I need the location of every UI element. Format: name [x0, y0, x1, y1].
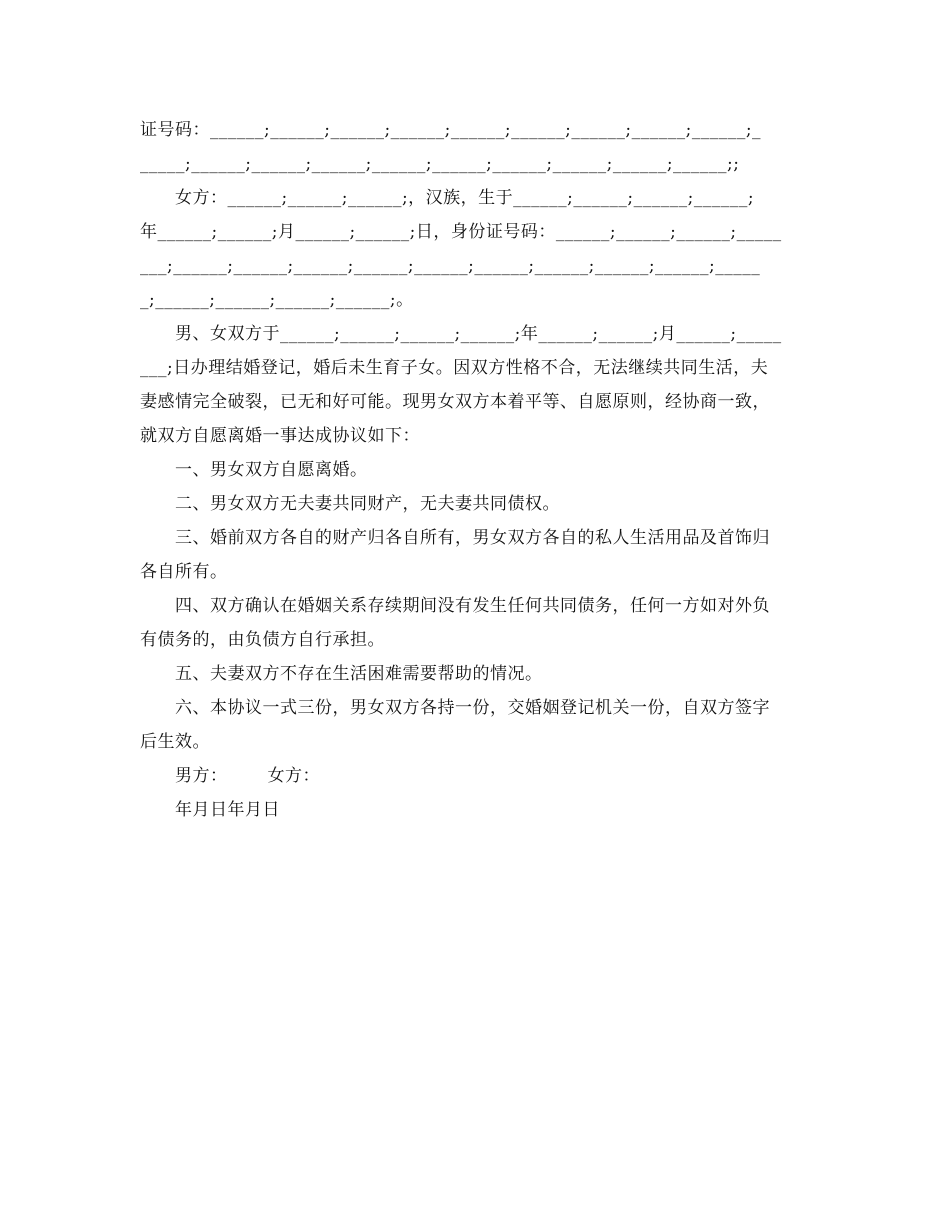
id-number-line: 证号码：______;______;______;______;______;______;______;______;______;_ — [140, 120, 762, 140]
marriage-statement-line: 男、女双方于______;______;______;______;年______;______;月______;_____ — [175, 324, 782, 344]
clause-3: 三、婚前双方各自的财产归各自所有，男女双方各自的私人生活用品及首饰归 — [175, 528, 770, 548]
female-party-line: ___;______;______;______;______;______;______;______;______;______;_____ — [140, 256, 761, 276]
clause-1: 一、男女双方自愿离婚。 — [175, 460, 368, 480]
clause-5: 五、夫妻双方不存在生活困难需要帮助的情况。 — [175, 664, 543, 684]
clause-6-continued: 后生效。 — [140, 732, 210, 752]
date-line: 年月日年月日 — [175, 800, 280, 820]
document-page — [140, 113, 812, 827]
clause-6: 六、本协议一式三份，男女双方各持一份，交婚姻登记机关一份，自双方签字 — [175, 698, 770, 718]
female-party-line: _;______;______;______;______;。 — [140, 290, 414, 310]
clause-4-continued: 有债务的，由负债方自行承担。 — [140, 630, 385, 650]
female-party-line: 年______;______;月______;______;日，身份证号码：______;______;______;_____ — [140, 222, 782, 242]
female-signature-label: 女方： — [267, 766, 320, 786]
marriage-statement-line: 就双方自愿离婚一事达成协议如下： — [140, 426, 420, 446]
female-party-line: 女方：______;______;______;，汉族，生于______;______;______;______; — [175, 188, 755, 208]
clause-3-continued: 各自所有。 — [140, 562, 228, 582]
signature-line — [140, 759, 812, 793]
marriage-statement-line: ___;日办理结婚登记，婚后未生育子女。因双方性格不合，无法继续共同生活，夫 — [140, 358, 769, 378]
clause-4: 四、双方确认在婚姻关系存续期间没有发生任何共同债务，任何一方如对外负 — [175, 596, 770, 616]
marriage-statement-line: 妻感情完全破裂，已无和好可能。现男女双方本着平等、自愿原则，经协商一致， — [140, 392, 770, 412]
id-number-line: _____;______;______;______;______;______;______;______;______;______;; — [140, 154, 740, 174]
male-signature-label: 男方： — [175, 766, 228, 786]
clause-2: 二、男女双方无夫妻共同财产，无夫妻共同债权。 — [175, 494, 560, 514]
